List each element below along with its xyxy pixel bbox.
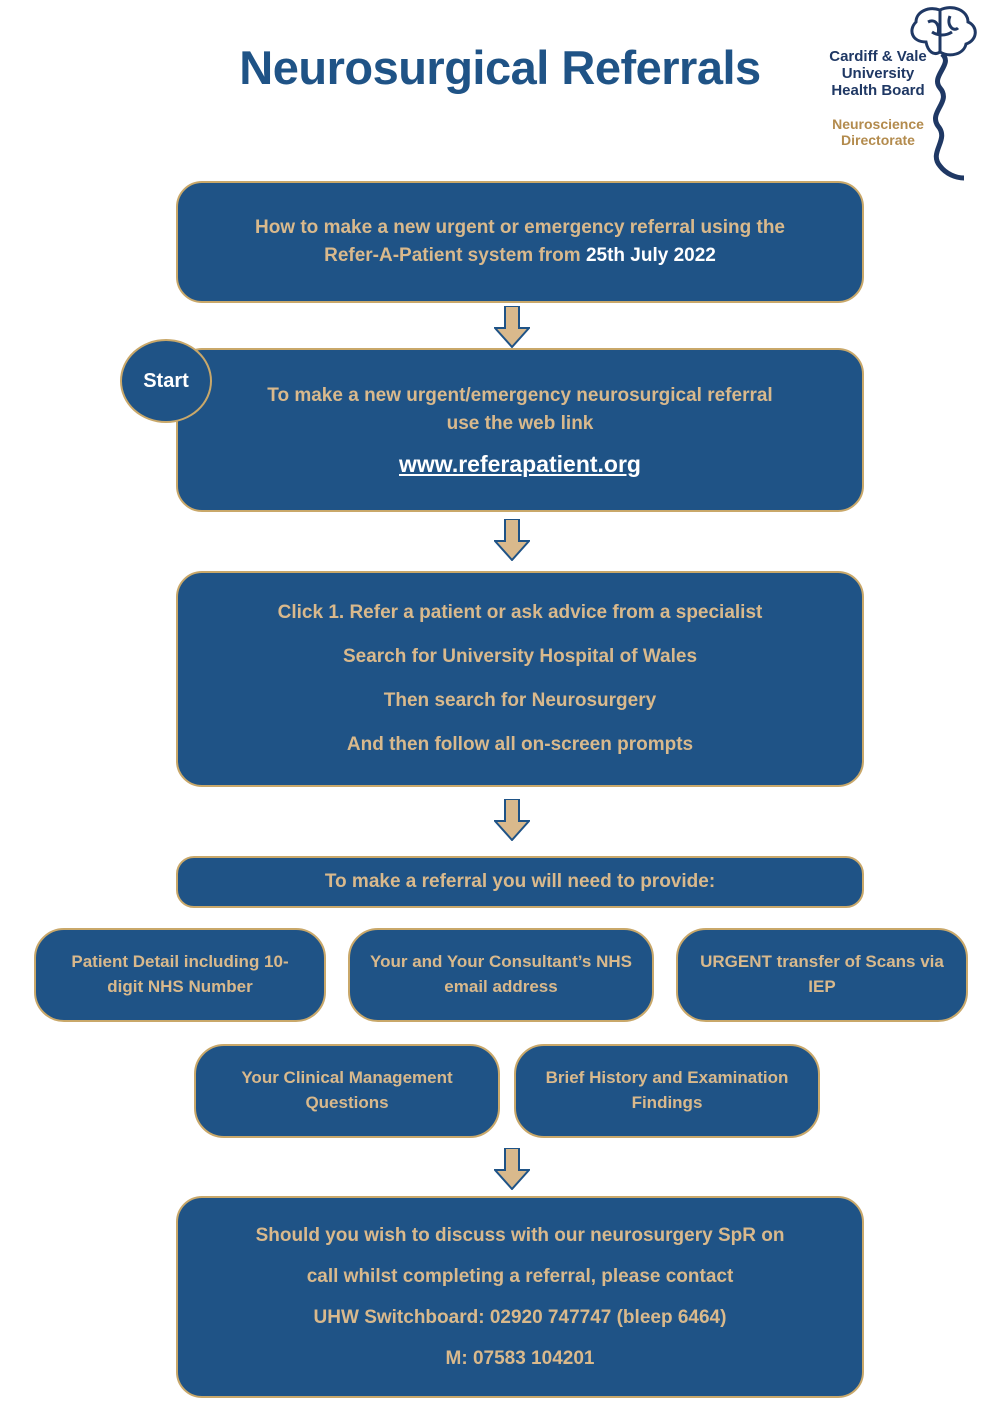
page-title: Neurosurgical Referrals (239, 41, 761, 94)
instruction-line-2: Search for University Hospital of Wales (342, 646, 698, 668)
weblink-box (176, 348, 864, 512)
referapatient-link[interactable]: www.referapatient.org (399, 451, 641, 478)
intro-box (176, 181, 864, 303)
weblink-line-2: use the web link (446, 412, 594, 434)
logo-org-line-1: Cardiff & Vale (829, 48, 927, 65)
requirement-item-3 (676, 928, 968, 1022)
arrow-down-2 (494, 519, 530, 561)
arrow-down-1 (494, 306, 530, 348)
requirement-text-1: Patient Detail including 10-digit NHS Number (71, 952, 289, 996)
contact-mobile: M: 07583 104201 (445, 1347, 595, 1369)
requirement-text-5: Brief History and Examination Findings (545, 1068, 789, 1112)
logo-org-line-3: Health Board (831, 82, 925, 99)
intro-line-2 (196, 242, 844, 270)
contact-line-2: call whilst completing a referral, please contact (306, 1265, 734, 1287)
arrow-down-3 (494, 799, 530, 841)
weblink-line-1: To make a new urgent/emergency neurosurgical referral (267, 384, 773, 406)
logo (820, 6, 986, 184)
requirement-item-5 (514, 1044, 820, 1138)
requirements-header-text: To make a referral you will need to provide: (324, 871, 716, 893)
intro-date: 25th July 2022 (585, 245, 716, 266)
instruction-line-4: And then follow all on-screen prompts (346, 734, 694, 756)
instruction-line-3: Then search for Neurosurgery (383, 690, 657, 712)
start-badge: Start (120, 339, 212, 423)
requirement-item-2 (348, 928, 654, 1022)
contact-switchboard: UHW Switchboard: 02920 747747 (bleep 6464) (313, 1306, 727, 1328)
logo-dept-line-1: Neuroscience (832, 116, 924, 132)
instructions-box (176, 571, 864, 787)
logo-org-line-2: University (841, 65, 915, 82)
intro-line-2-prefix: Refer-A-Patient system from (324, 245, 586, 266)
contact-box (176, 1196, 864, 1398)
intro-line-1: How to make a new urgent or emergency referral using the (254, 217, 786, 239)
logo-dept-line-2: Directorate (841, 132, 915, 148)
requirement-text-3: URGENT transfer of Scans via IEP (700, 952, 944, 996)
requirement-item-4 (194, 1044, 500, 1138)
instruction-line-1: Click 1. Refer a patient or ask advice from a specialist (277, 602, 763, 624)
brain-spine-icon (906, 6, 984, 184)
arrow-down-4 (494, 1148, 530, 1190)
requirement-text-4: Your Clinical Management Questions (241, 1068, 453, 1112)
contact-line-1: Should you wish to discuss with our neurosurgery SpR on (255, 1224, 785, 1246)
requirement-text-2: Your and Your Consultant’s NHS email address (370, 952, 632, 996)
requirement-item-1 (34, 928, 326, 1022)
requirements-header-box (176, 856, 864, 908)
